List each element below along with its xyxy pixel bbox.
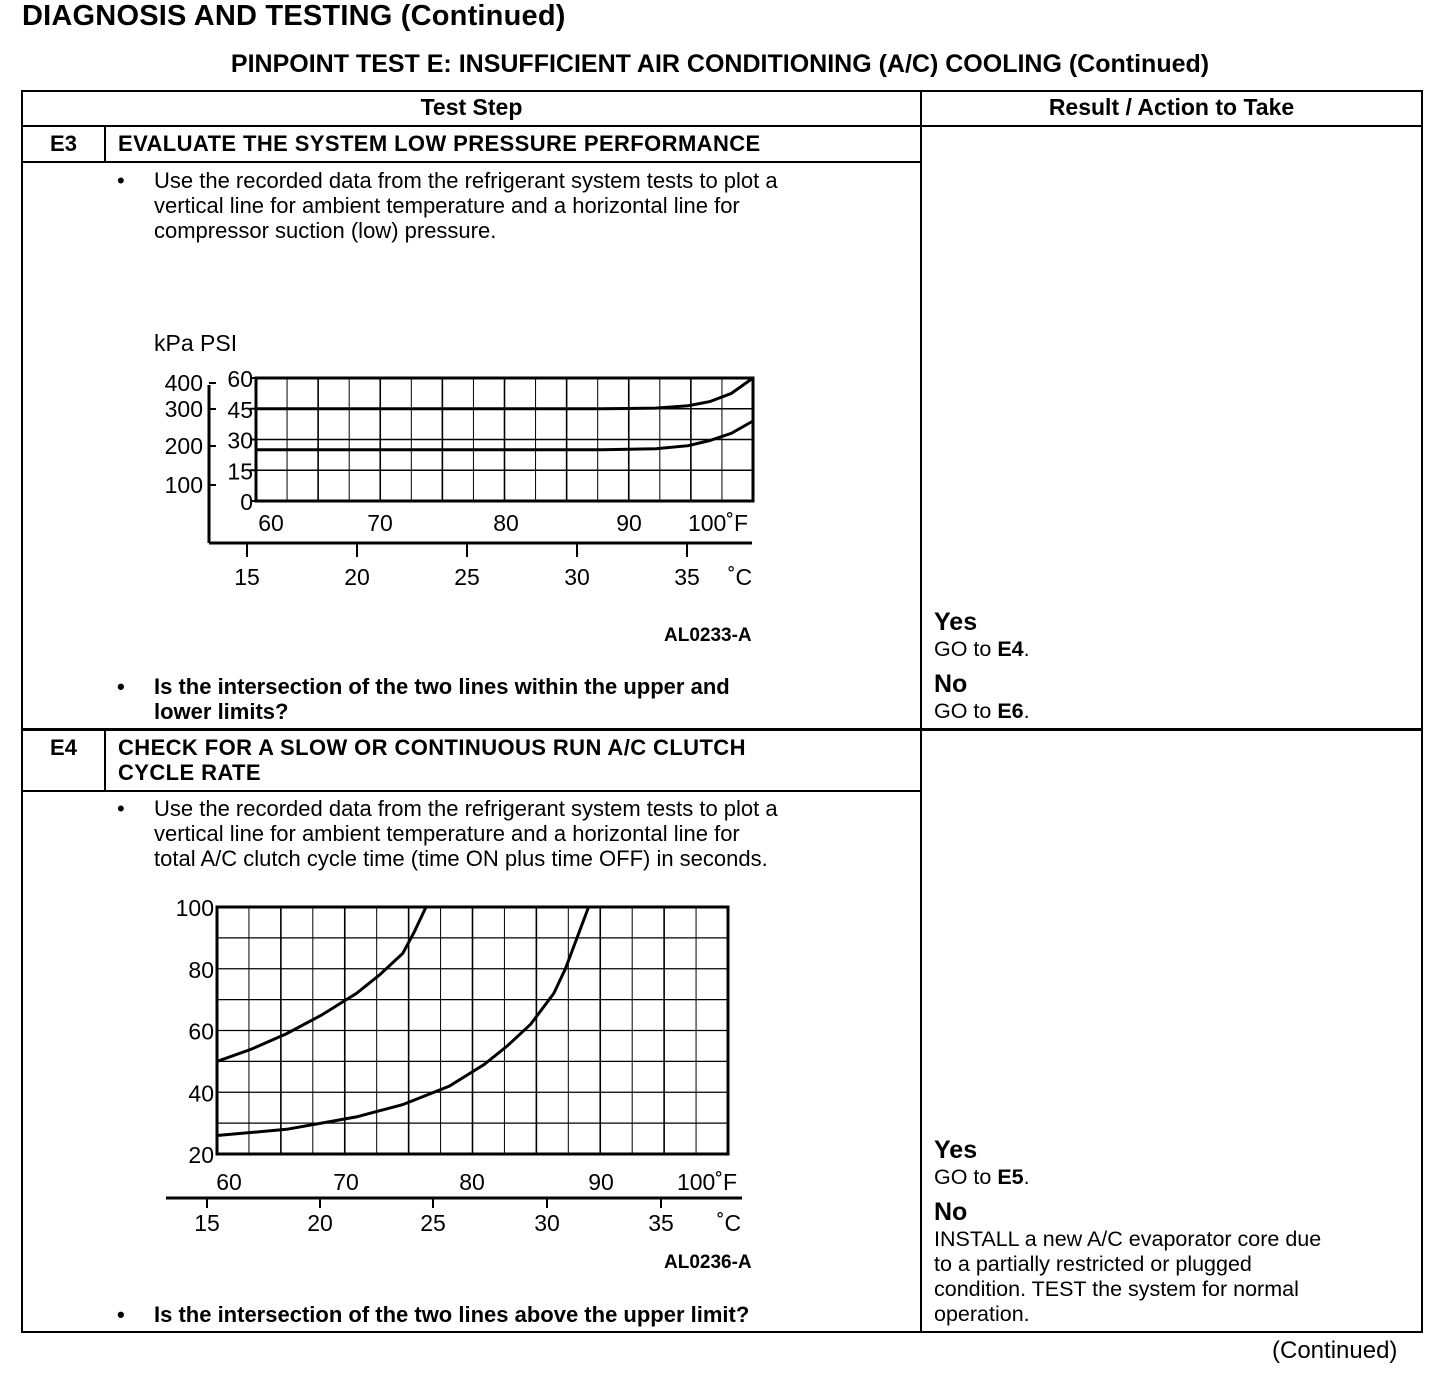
upper-limit-curve xyxy=(217,907,426,1061)
chart-grid xyxy=(256,378,753,501)
y-tick-label: 60 xyxy=(188,1018,214,1045)
result-yes xyxy=(934,1136,1414,1190)
result-label: Yes xyxy=(934,1136,978,1164)
fahrenheit-tick-label: 90 xyxy=(616,510,642,536)
continued-label: (Continued) xyxy=(1272,1337,1398,1364)
bullet-icon: • xyxy=(117,796,125,821)
psi-tick-label: 30 xyxy=(227,427,253,454)
step-id: E4 xyxy=(50,735,77,760)
result-yes xyxy=(934,608,1414,662)
question-text: Is the intersection of the two lines within the upper and lower limits? xyxy=(154,674,730,724)
question-bullet xyxy=(117,674,907,729)
result-action: GO to E6. xyxy=(934,699,1030,723)
question-text: Is the intersection of the two lines above the upper limit? xyxy=(154,1302,750,1327)
fahrenheit-tick-label: 70 xyxy=(333,1169,359,1195)
result-action: GO to E5. xyxy=(934,1165,1030,1189)
celsius-tick-label: 25 xyxy=(420,1210,446,1236)
pinpoint-test-title: PINPOINT TEST E: INSUFFICIENT AIR CONDITIONING (A/C) COOLING (Continued) xyxy=(230,50,1210,78)
low-pressure-chart xyxy=(140,325,780,655)
fahrenheit-tick-label: 100˚F xyxy=(676,1169,738,1195)
step-reference: E4 xyxy=(997,637,1024,661)
kpa-tick-label: 200 xyxy=(164,433,203,459)
instruction-text: Use the recorded data from the refrigerant system tests to plot a vertical line for ambient temperature and a horizontal line for total A/C clutch cycle time (time ON plus time OFF) in seconds. xyxy=(154,796,778,871)
step-title: EVALUATE THE SYSTEM LOW PRESSURE PERFORMANCE xyxy=(118,131,761,156)
bullet-icon: • xyxy=(117,1302,125,1327)
celsius-tick-label: 20 xyxy=(307,1210,333,1236)
instruction-text: Use the recorded data from the refrigerant system tests to plot a vertical line for ambient temperature and a horizontal line for compressor suction (low) pressure. xyxy=(154,168,778,243)
bullet-icon: • xyxy=(117,674,125,699)
celsius-tick-label: 20 xyxy=(344,564,370,590)
step-id: E3 xyxy=(50,131,77,156)
psi-tick-label: 60 xyxy=(227,366,253,392)
instruction-bullet xyxy=(117,796,907,876)
instruction-bullet xyxy=(117,168,907,248)
y-tick-label: 20 xyxy=(188,1142,214,1168)
step-reference: E6 xyxy=(997,699,1024,723)
bullet-icon: • xyxy=(117,168,125,193)
fahrenheit-tick-label: 60 xyxy=(216,1169,242,1195)
result-no xyxy=(934,1198,1414,1327)
result-no xyxy=(934,670,1414,724)
clutch-cycle-chart xyxy=(160,895,780,1280)
y-tick-label: 100 xyxy=(175,895,214,921)
y-tick-label: 80 xyxy=(188,956,214,983)
celsius-tick-label: 15 xyxy=(194,1210,220,1236)
result-action: INSTALL a new A/C evaporator core due to a partially restricted or plugged condition. TEST the system for normal operation. xyxy=(934,1227,1322,1326)
result-label: No xyxy=(934,1198,968,1226)
psi-tick-label: 15 xyxy=(227,458,253,485)
fahrenheit-tick-label: 90 xyxy=(588,1169,614,1195)
fahrenheit-tick-label: 80 xyxy=(493,510,519,536)
celsius-tick-label: 30 xyxy=(564,564,590,590)
column-header-test-step: Test Step xyxy=(420,94,523,120)
y-axis-label: kPa PSI xyxy=(154,330,238,356)
kpa-tick-label: 400 xyxy=(164,370,203,396)
celsius-tick-label: 30 xyxy=(534,1210,560,1236)
lower-limit-curve xyxy=(217,907,589,1136)
result-label: Yes xyxy=(934,608,978,636)
figure-id: AL0233-A xyxy=(664,625,752,646)
fahrenheit-tick-label: 100˚F xyxy=(687,510,749,536)
column-header-result: Result / Action to Take xyxy=(1048,94,1295,120)
step-reference: E5 xyxy=(997,1165,1024,1189)
y-tick-label: 40 xyxy=(188,1080,214,1107)
question-bullet xyxy=(117,1302,907,1330)
kpa-tick-label: 100 xyxy=(164,472,203,498)
kpa-tick-label: 300 xyxy=(164,396,203,422)
page-title: DIAGNOSIS AND TESTING (Continued) xyxy=(22,0,566,32)
celsius-tick-label: 35 xyxy=(648,1210,674,1236)
fahrenheit-tick-label: 80 xyxy=(459,1169,485,1195)
fahrenheit-tick-label: 70 xyxy=(367,510,393,536)
celsius-tick-label: ˚C xyxy=(716,1210,742,1236)
step-title: CHECK FOR A SLOW OR CONTINUOUS RUN A/C CLUTCH CYCLE RATE xyxy=(118,735,746,785)
result-label: No xyxy=(934,670,968,698)
fahrenheit-tick-label: 60 xyxy=(258,510,284,536)
celsius-tick-label: 35 xyxy=(674,564,700,590)
figure-id: AL0236-A xyxy=(664,1252,752,1273)
celsius-tick-label: ˚C xyxy=(727,564,753,590)
psi-tick-label: 0 xyxy=(240,489,253,515)
celsius-tick-label: 25 xyxy=(454,564,480,590)
psi-tick-label: 45 xyxy=(227,396,253,423)
result-action: GO to E4. xyxy=(934,637,1030,661)
celsius-tick-label: 15 xyxy=(234,564,260,590)
